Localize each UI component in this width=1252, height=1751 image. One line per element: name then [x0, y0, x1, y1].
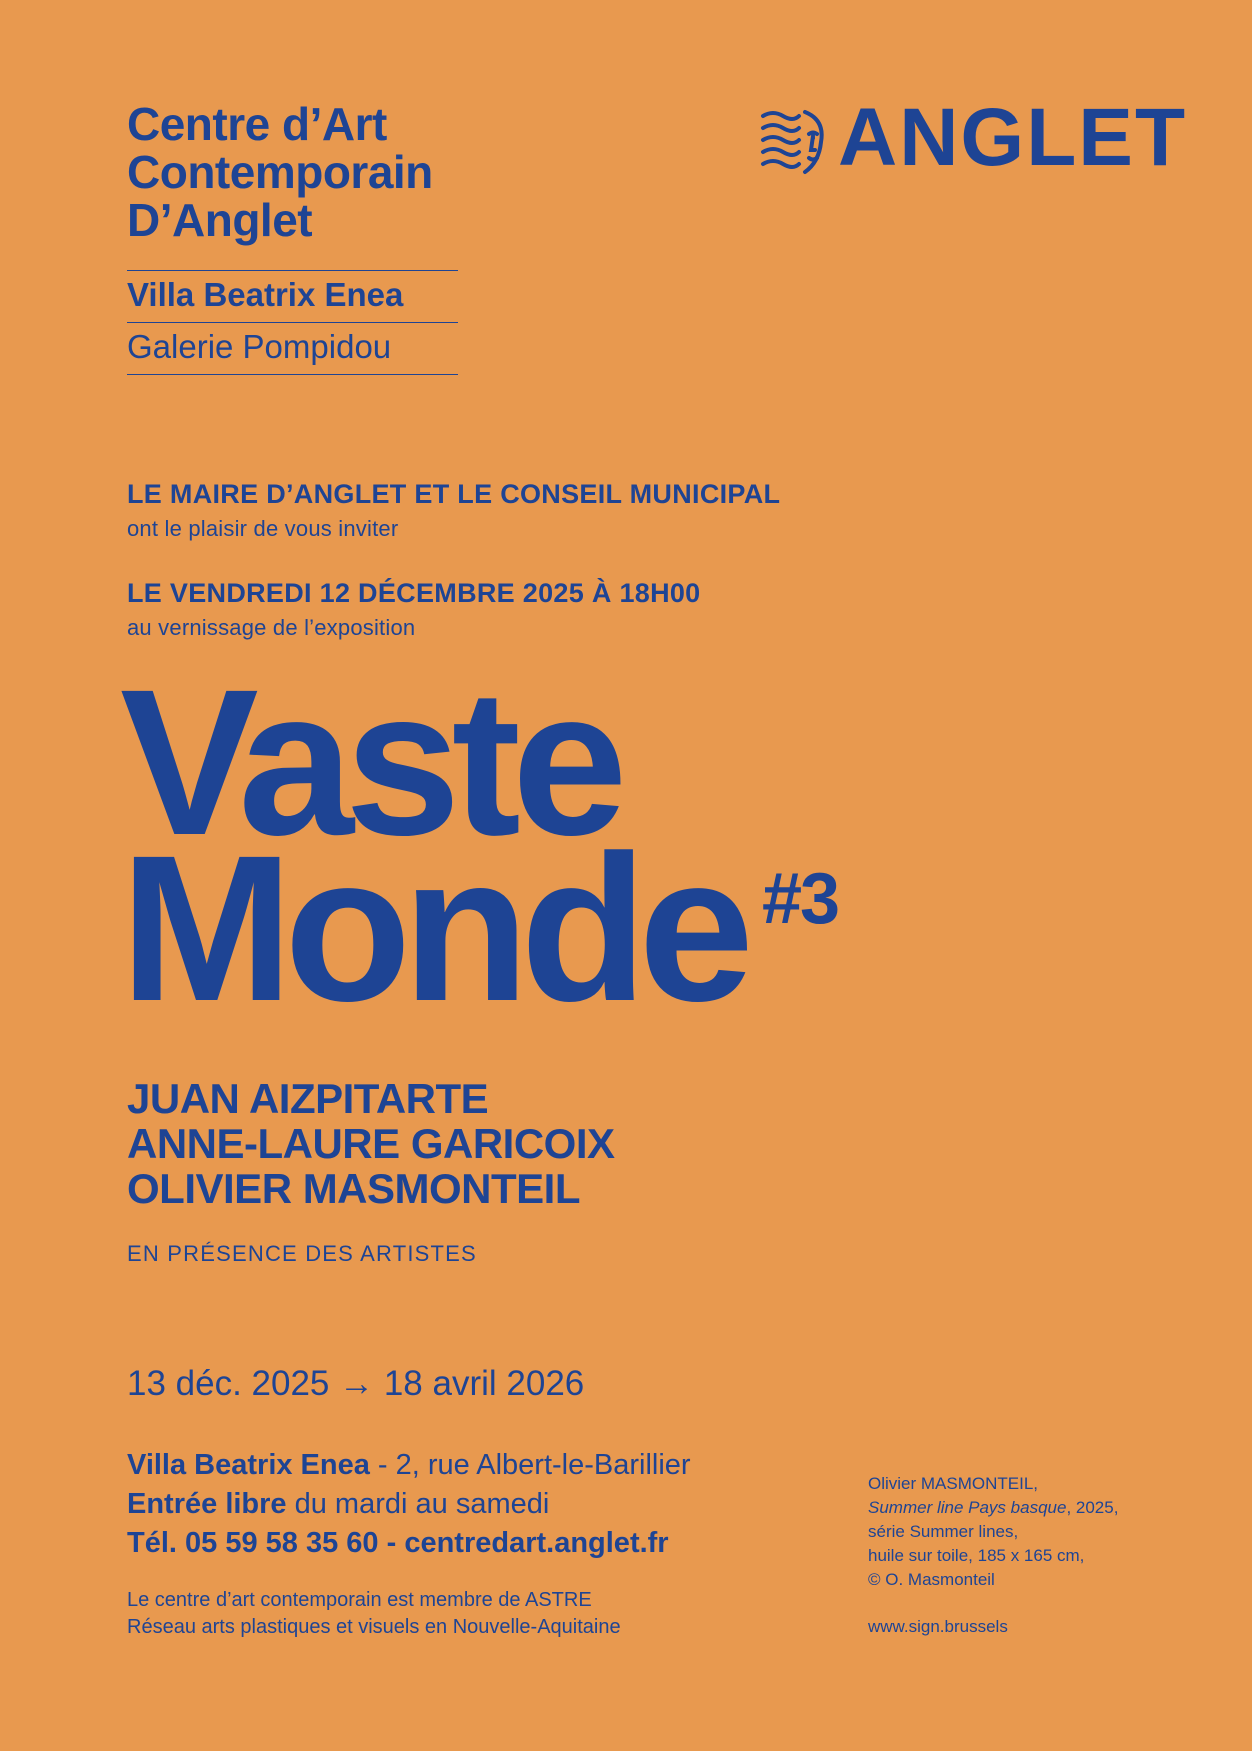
event-date-subline: au vernissage de l’exposition — [127, 615, 416, 640]
credit-medium: huile sur toile, 185 x 165 cm, — [868, 1546, 1085, 1565]
website-link[interactable]: centredart.anglet.fr — [404, 1527, 669, 1559]
opening-line — [127, 1485, 691, 1524]
address-line — [127, 1446, 691, 1485]
gallery-name: Galerie Pompidou — [127, 328, 392, 365]
exhibition-dates: 13 déc. 2025 → 18 avril 2026 — [127, 1364, 585, 1403]
exhibition-title-line: Monde — [120, 813, 746, 1045]
artists-presence-note: EN PRÉSENCE DES ARTISTES — [127, 1241, 477, 1266]
venue-label: Villa Beatrix Enea — [127, 1449, 370, 1481]
address: - 2, rue Albert-le-Barillier — [369, 1449, 691, 1481]
venue-name: Villa Beatrix Enea — [127, 276, 404, 313]
artist-name: OLIVIER MASMONTEIL — [127, 1165, 580, 1212]
divider — [127, 374, 458, 375]
credit-series: série Summer lines, — [868, 1522, 1019, 1541]
credit-year: , 2025, — [1066, 1498, 1119, 1517]
institution-name — [127, 100, 433, 244]
institution-name-line: Centre d’Art — [127, 98, 387, 150]
exhibition-title — [120, 647, 746, 1045]
network-note — [127, 1587, 621, 1641]
exhibition-title-line: Vaste — [120, 647, 619, 879]
credit-work-line — [868, 1496, 1118, 1520]
entry-label: Entrée libre — [127, 1488, 287, 1520]
network-line: Réseau arts plastiques et visuels en Nouvelle-Aquitaine — [127, 1616, 621, 1638]
city-name: ANGLET — [838, 92, 1188, 183]
opening-days: du mardi au samedi — [286, 1488, 550, 1520]
contact-separator: - — [378, 1527, 405, 1559]
sun-face-emblem-icon — [759, 106, 829, 176]
institution-name-line: D’Anglet — [127, 194, 313, 246]
artist-name: JUAN AIZPITARTE — [127, 1075, 489, 1122]
host-line: LE MAIRE D’ANGLET ET LE CONSEIL MUNICIPAL — [127, 479, 781, 509]
artist-name: ANNE-LAURE GARICOIX — [127, 1120, 615, 1167]
institution-name-line: Contemporain — [127, 146, 433, 198]
host-subline: ont le plaisir de vous inviter — [127, 516, 399, 541]
credit-copyright: © O. Masmonteil — [868, 1570, 995, 1589]
designer-website-link[interactable]: www.sign.brussels — [868, 1617, 1008, 1636]
network-line: Le centre d’art contemporain est membre de ASTRE — [127, 1589, 592, 1611]
artist-list — [127, 1076, 615, 1211]
contact-line — [127, 1524, 691, 1563]
image-credit — [868, 1472, 1118, 1592]
practical-info — [127, 1446, 691, 1563]
phone-number[interactable]: Tél. 05 59 58 35 60 — [127, 1527, 379, 1559]
credit-artist: Olivier MASMONTEIL, — [868, 1474, 1039, 1493]
event-date: LE VENDREDI 12 DÉCEMBRE 2025 À 18H00 — [127, 578, 701, 608]
credit-work-title: Summer line Pays basque — [868, 1498, 1067, 1517]
exhibition-edition: #3 — [762, 859, 839, 939]
